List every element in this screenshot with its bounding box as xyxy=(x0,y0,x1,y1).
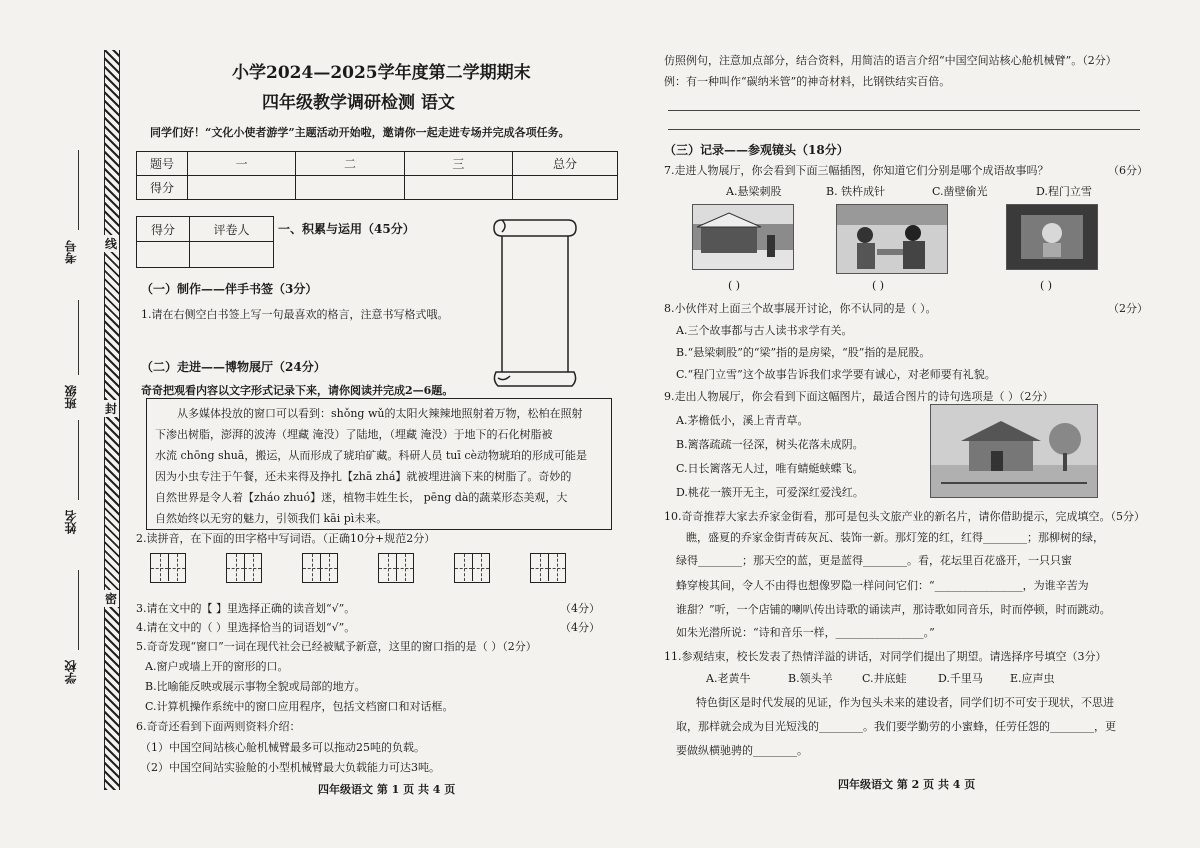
passage-line: 水流 chōng shuā，搬运，从而形成了琥珀矿藏。科研人员 tuī cè动物琥珀的形成可能是 xyxy=(155,449,588,462)
question-10-line: 瞧，盛夏的乔家金街青砖灰瓦、装饰一新。那灯笼的红，红得________；那柳树的绿， xyxy=(686,531,1104,544)
school-label: 学校 xyxy=(64,660,78,684)
question-11-option-d: D.千里马 xyxy=(938,672,983,685)
score-table-row-label: 得分 xyxy=(137,176,188,200)
name-line xyxy=(78,420,79,500)
question-11-line: 要做纵横驰骋的________。 xyxy=(676,744,808,757)
question-10-line: 蜂穿梭其间，令人不由得也想像罗隐一样问问它们：“________________，为谁辛苦为 xyxy=(676,579,1089,592)
question-7: 7.走进人物展厅，你会看到下面三幅插图，你知道它们分别是哪个成语故事吗？ xyxy=(664,164,1049,177)
answer-paren[interactable]: ( ) xyxy=(728,279,741,292)
question-3-score: （4分） xyxy=(560,602,600,615)
grader-cell[interactable] xyxy=(190,242,274,268)
score-table-header: 二 xyxy=(296,152,404,176)
name-label: 姓名 xyxy=(64,510,78,534)
lamp-figure-icon xyxy=(1007,205,1097,269)
class-line xyxy=(78,300,79,375)
strip-label-feng: 封 xyxy=(104,402,117,416)
grader-table-header: 得分 xyxy=(137,217,190,242)
question-6-continued: 仿照例句，注意加点部分，结合资料，用简洁的语言介绍“中国空间站核心舱机械臂”。（2分） xyxy=(664,54,1117,67)
exam-number-line xyxy=(78,150,79,230)
tianzi-grid[interactable] xyxy=(378,553,414,583)
illustration-reading-scene xyxy=(836,204,948,274)
question-6: 6.奇奇还看到下面两则资料介绍： xyxy=(136,720,301,733)
question-10-line: 绿得________；那天空的蓝，更是蓝得________。看，花坛里百花盛开，一只只蜜 xyxy=(676,554,1072,567)
question-5-option-c: C.计算机操作系统中的窗口应用程序，包括文档窗口和对话框。 xyxy=(145,700,454,713)
tianzi-grid[interactable] xyxy=(150,553,186,583)
score-table xyxy=(136,151,618,200)
question-7-option-c: C.凿壁偷光 xyxy=(932,185,988,198)
school-line xyxy=(78,570,79,650)
passage-line: 从多媒体投放的窗口可以看到：shǒng wǔ的太阳火辣辣地照射着万物，松柏在照射 xyxy=(177,407,583,420)
question-1: 1.请在右侧空白书签上写一句最喜欢的格言，注意书写格式哦。 xyxy=(141,308,449,321)
answer-line[interactable] xyxy=(668,129,1140,130)
section1-title: 一、积累与运用（45分） xyxy=(278,222,415,236)
question-7-score: （6分） xyxy=(1108,164,1148,177)
question-11-line: 取，那样就会成为目光短浅的________。我们要学勤劳的小蜜蜂，任劳任怨的________，更 xyxy=(676,720,1116,733)
exam-title-line2: 四年级教学调研检测 语文 xyxy=(262,93,455,113)
question-9-option-a: A.茅檐低小，溪上青青草。 xyxy=(676,414,809,427)
question-2: 2.读拼音，在下面的田字格中写词语。（正确10分+规范2分） xyxy=(136,532,436,545)
snow-house-icon xyxy=(693,205,793,269)
question-9-option-d: D.桃花一簇开无主，可爱深红爱浅红。 xyxy=(676,486,864,499)
score-cell[interactable] xyxy=(513,176,618,200)
question-7-option-d: D.程门立雪 xyxy=(1036,185,1092,198)
grader-cell[interactable] xyxy=(137,242,190,268)
question-10-line: 如朱光潜所说：“诗和音乐一样，________________。” xyxy=(676,626,935,639)
answer-paren[interactable]: ( ) xyxy=(872,279,885,292)
question-7-option-a: A.悬梁刺股 xyxy=(726,185,782,198)
question-8-score: （2分） xyxy=(1108,302,1148,315)
strip-label-xian: 线 xyxy=(104,237,117,251)
exam-title-line1: 小学2024—2025学年度第二学期期末 xyxy=(232,63,531,83)
question-8-option-c: C.“程门立雪”这个故事告诉我们求学要有诚心，对老师要有礼貌。 xyxy=(676,368,996,381)
question-11-option-a: A.老黄牛 xyxy=(706,672,751,685)
passage-line: 下渗出树脂，澎湃的波涛（埋藏 淹没）了陆地，（埋藏 淹没）于地下的石化树脂被 xyxy=(155,428,553,441)
subsection1-title: （一）制作——伴手书签（3分） xyxy=(141,282,318,296)
question-4-score: （4分） xyxy=(560,621,600,634)
binding-strip xyxy=(104,50,120,790)
bookmark-scroll-icon[interactable] xyxy=(488,212,580,392)
score-cell[interactable] xyxy=(296,176,404,200)
question-7-option-b: B. 铁杵成针 xyxy=(826,185,886,198)
strip-label-mi: 密 xyxy=(104,592,117,606)
question-9-option-b: B.篱落疏疏一径深，树头花落未成阴。 xyxy=(676,438,864,451)
grader-table-header: 评卷人 xyxy=(190,217,274,242)
question-11-option-b: B.领头羊 xyxy=(788,672,833,685)
exam-number-label: 考号 xyxy=(64,240,78,264)
passage-line: 自然世界是令人着【zháo zhuó】迷，植物丰姓生长， pēng dà的蔬菜形态美观，大 xyxy=(155,491,568,504)
village-cottage-icon xyxy=(931,405,1097,497)
question-5: 5.奇奇发现“窗口”一词在现代社会已经被赋予新意，这里的窗口指的是（ ）（2分） xyxy=(136,640,537,653)
illustration-snow-scene xyxy=(692,204,794,270)
tianzi-grid[interactable] xyxy=(226,553,262,583)
illustration-wall-light-scene xyxy=(1006,204,1098,270)
question-8-option-a: A.三个故事都与古人读书求学有关。 xyxy=(676,324,853,337)
question-3: 3.请在文中的【 】里选择正确的读音划“√”。 xyxy=(136,602,356,615)
page2-footer: 四年级语文 第 2 页 共 4 页 xyxy=(838,778,976,791)
question-11-option-c: C.井底蛙 xyxy=(862,672,907,685)
question-4: 4.请在文中的（ ）里选择恰当的词语划“√”。 xyxy=(136,621,356,634)
tianzi-grid[interactable] xyxy=(530,553,566,583)
tianzi-grid[interactable] xyxy=(302,553,338,583)
scholar-figures-icon xyxy=(837,205,947,273)
answer-paren[interactable]: ( ) xyxy=(1040,279,1053,292)
question-6-material-2: （2）中国空间站实验舱的小型机械臂最大负载能力可达3吨。 xyxy=(140,761,440,774)
score-table-header: 总分 xyxy=(513,152,618,176)
class-label: 班级 xyxy=(64,385,78,409)
illustration-village-scene xyxy=(930,404,1098,498)
exam-intro: 同学们好！“文化小使者游学”主题活动开始啦，邀请你一起走进专场并完成各项任务。 xyxy=(150,126,570,139)
question-10: 10.奇奇推荐大家去乔家金街看，那可是包头文旅产业的新名片，请你借助提示，完成填空。（5分） xyxy=(664,510,1145,523)
score-cell[interactable] xyxy=(188,176,296,200)
question-9: 9.走出人物展厅，你会看到下面这幅图片，最适合图片的诗句选项是（ ）（2分） xyxy=(664,390,1054,403)
passage-line: 自然始终以无穷的魅力，引领我们 kāi pì未来。 xyxy=(155,512,388,525)
answer-line[interactable] xyxy=(668,110,1140,111)
passage-line: 因为小虫专注于午餐，还未来得及挣扎【zhā zhá】就被埋进滴下来的树脂了。奇妙的 xyxy=(155,470,572,483)
grader-table xyxy=(136,216,274,268)
question-8-option-b: B.“悬梁刺股”的“梁”指的是房梁，“股”指的是屁股。 xyxy=(676,346,931,359)
passage-box xyxy=(146,398,612,530)
question-11: 11.参观结束，校长发表了热情洋溢的讲话，对同学们提出了期望。请选择序号填空（3分） xyxy=(664,650,1107,663)
subsection2-intro: 奇奇把观看内容以文字形式记录下来，请你阅读并完成2—6题。 xyxy=(141,384,454,397)
question-11-line: 特色街区是时代发展的见证，作为包头未来的建设者，同学们切不可安于现状，不思进 xyxy=(696,696,1114,709)
subsection3-title: （三）记录——参观镜头（18分） xyxy=(664,143,849,157)
page1-footer: 四年级语文 第 1 页 共 4 页 xyxy=(318,783,456,796)
question-9-option-c: C.日长篱落无人过，唯有蜻蜓蛱蝶飞。 xyxy=(676,462,864,475)
subsection2-title: （二）走进——博物展厅（24分） xyxy=(141,360,326,374)
question-10-line: 谁甜？”听，一个店铺的喇叭传出诗歌的诵读声，那诗歌如同音乐，时而停顿，时而跳动。 xyxy=(676,603,1111,616)
question-11-option-e: E.应声虫 xyxy=(1010,672,1055,685)
question-5-option-a: A.窗户或墙上开的窗形的口。 xyxy=(145,660,289,673)
score-table-header: 一 xyxy=(188,152,296,176)
tianzi-grid[interactable] xyxy=(454,553,490,583)
score-cell[interactable] xyxy=(404,176,512,200)
question-6-example: 例：有一种叫作“碳纳米管”的神奇材料，比钢铁结实百倍。 xyxy=(664,75,951,88)
score-table-header: 三 xyxy=(404,152,512,176)
question-8: 8.小伙伴对上面三个故事展开讨论，你不认同的是（ ）。 xyxy=(664,302,937,315)
question-5-option-b: B.比喻能反映或展示事物全貌或局部的地方。 xyxy=(145,680,366,693)
score-table-header: 题号 xyxy=(137,152,188,176)
question-6-material-1: （1）中国空间站核心舱机械臂最多可以拖动25吨的负载。 xyxy=(140,741,425,754)
